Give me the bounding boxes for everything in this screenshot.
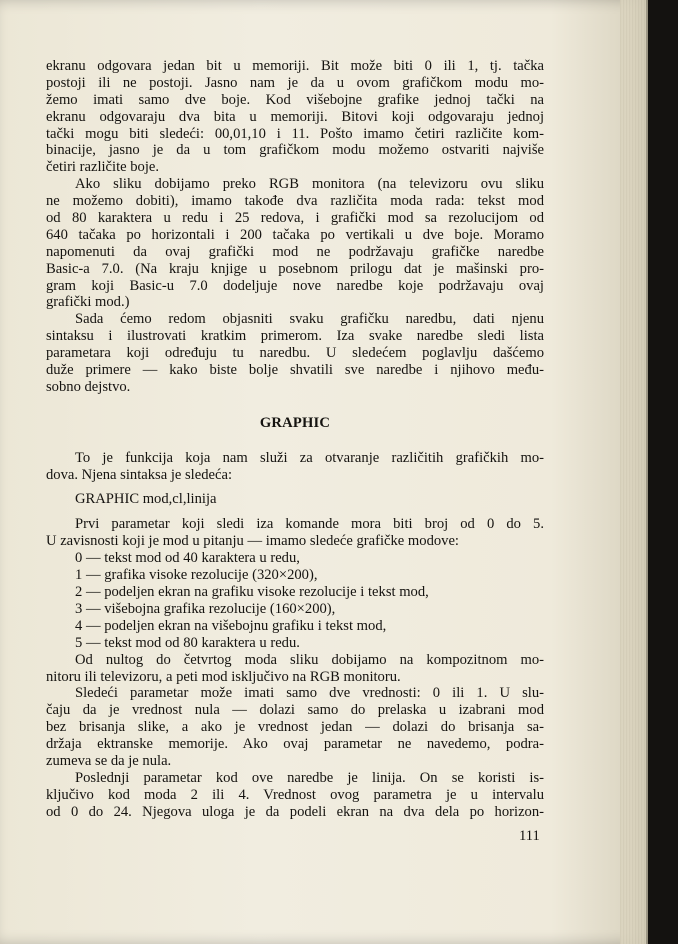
- page-text: [46, 58, 544, 821]
- paragraph-2: [46, 176, 544, 311]
- paragraph-1: [46, 58, 544, 176]
- text-line: duže primere — kako biste bolje shvatili sve naredbe i njihovo među-: [46, 362, 544, 379]
- text-line: Basic-a 7.0. (Na kraju knjige u posebnom prilogu dat je mašinski pro-: [46, 260, 544, 277]
- text-line: grafički mod.): [46, 294, 130, 311]
- section-heading: GRAPHIC: [259, 414, 331, 431]
- text-line: zumeva se da je nula.: [46, 752, 172, 769]
- mode-list-item: 2 — podeljen ekran na grafiku visoke rezolucije i tekst mod,: [75, 584, 429, 601]
- paragraph-7: [46, 685, 544, 769]
- text-line: U zavisnosti koji je mod u pitanju — imamo sledeće grafičke modove:: [46, 533, 459, 550]
- mode-list-item: 3 — višebojna grafika rezolucije (160×200),: [75, 600, 336, 617]
- text-line: Od nultog do četvrtog moda sliku dobijamo na kompozitnom mo-: [75, 651, 544, 668]
- mode-list-item: 5 — tekst mod od 80 karaktera u redu.: [75, 634, 300, 651]
- text-line: Poslednji parametar kod ove naredbe je linija. On se koristi is-: [75, 769, 544, 786]
- text-line: četiri različite boje.: [46, 159, 160, 176]
- text-line: od 0 do 24. Njegova uloga je da podeli ekran na dva dela po horizon-: [46, 803, 544, 820]
- text-line: postoji ili ne postoji. Jasno nam je da u ovom grafičkom modu mo-: [46, 74, 544, 91]
- mode-list-item: 0 — tekst mod od 40 karaktera u redu,: [75, 550, 300, 567]
- paragraph-5: [46, 516, 544, 550]
- text-line: Sada ćemo redom objasniti svaku grafičku naredbu, dati njenu: [75, 311, 544, 328]
- text-line: Ako sliku dobijamo preko RGB monitora (na televizoru ovu sliku: [75, 176, 544, 193]
- mode-list: [46, 550, 544, 651]
- text-line: od 80 karaktera u redu i 25 redova, i grafički mod sa rezolucijom od: [46, 210, 544, 227]
- paragraph-6: [46, 652, 544, 686]
- text-line: sintaksu i ilustrovati kratkim primerom. Iza svake naredbe sledi lista: [46, 328, 544, 345]
- text-line: Sledeći parametar može imati samo dve vrednosti: 0 ili 1. U slu-: [75, 685, 544, 702]
- mode-list-item: 1 — grafika visoke rezolucije (320×200),: [75, 567, 318, 584]
- text-line: žemo imati samo dve boje. Kod višebojne grafike jednoj tački na: [46, 91, 544, 108]
- text-line: držaja ektranske memorije. Ako ovaj parametar ne navedemo, podra-: [46, 736, 544, 753]
- text-line: ekranu odgovara jedan bit u memoriji. Bit može biti 0 ili 1, tj. tačka: [46, 58, 544, 74]
- text-line: 640 tačaka po horizontali i 200 tačaka po vertikali u dve boje. Moramo: [46, 226, 544, 243]
- text-line: ne možemo dobiti), imamo takođe dva različita moda rada: tekst mod: [46, 193, 544, 210]
- text-line: gram koji Basic-u 7.0 dodeljuje nove naredbe koje podržavaju ovaj: [46, 277, 544, 294]
- text-line: parametara koji određuju tu naredbu. U sledećem poglavlju dašćemo: [46, 345, 544, 362]
- text-line: ključivo kod moda 2 ili 4. Vrednost ovog parametra je u intervalu: [46, 786, 544, 803]
- text-line: bez brisanja slike, a ako je vrednost jedan — dolazi do brisanja sa-: [46, 719, 544, 736]
- text-line: nitoru ili televizoru, a peti mod isključivo na RGB monitoru.: [46, 668, 401, 685]
- syntax-line: GRAPHIC mod,cl,linija: [75, 490, 217, 507]
- text-line: binacije, jasno je da u tom grafičkom modu možemo ostvariti najviše: [46, 142, 544, 159]
- text-line: sobno dejstvo.: [46, 378, 131, 395]
- paragraph-3: [46, 311, 544, 395]
- paragraph-8: [46, 770, 544, 821]
- spacer: [46, 396, 544, 405]
- paragraph-4: [46, 450, 544, 484]
- mode-list-item: 4 — podeljen ekran na višebojnu grafiku i tekst mod,: [75, 617, 387, 634]
- text-line: čaju da je vrednost nula — dolazi samo do prelaska u izabrani mod: [46, 702, 544, 719]
- text-line: dova. Njena sintaksa je sledeća:: [46, 466, 232, 483]
- text-line: Prvi parametar koji sledi iza komande mora biti broj od 0 do 5.: [75, 516, 544, 533]
- text-line: ekranu odgovaraju dva bita u memoriji. Bitovi koji odgovaraju jednoj: [46, 108, 544, 125]
- text-line: tački mogu biti sledeći: 00,01,10 i 11. Pošto imamo četiri različite kom-: [46, 125, 544, 142]
- page-stack-edge: [620, 0, 646, 944]
- spacer: [46, 441, 544, 450]
- text-line: napomenuti da ovaj grafički mod ne podržavaju grafičke naredbe: [46, 243, 544, 260]
- page-number: 111: [519, 828, 540, 844]
- text-line: To je funkcija koja nam služi za otvaranje različitih grafičkih mo-: [75, 449, 544, 466]
